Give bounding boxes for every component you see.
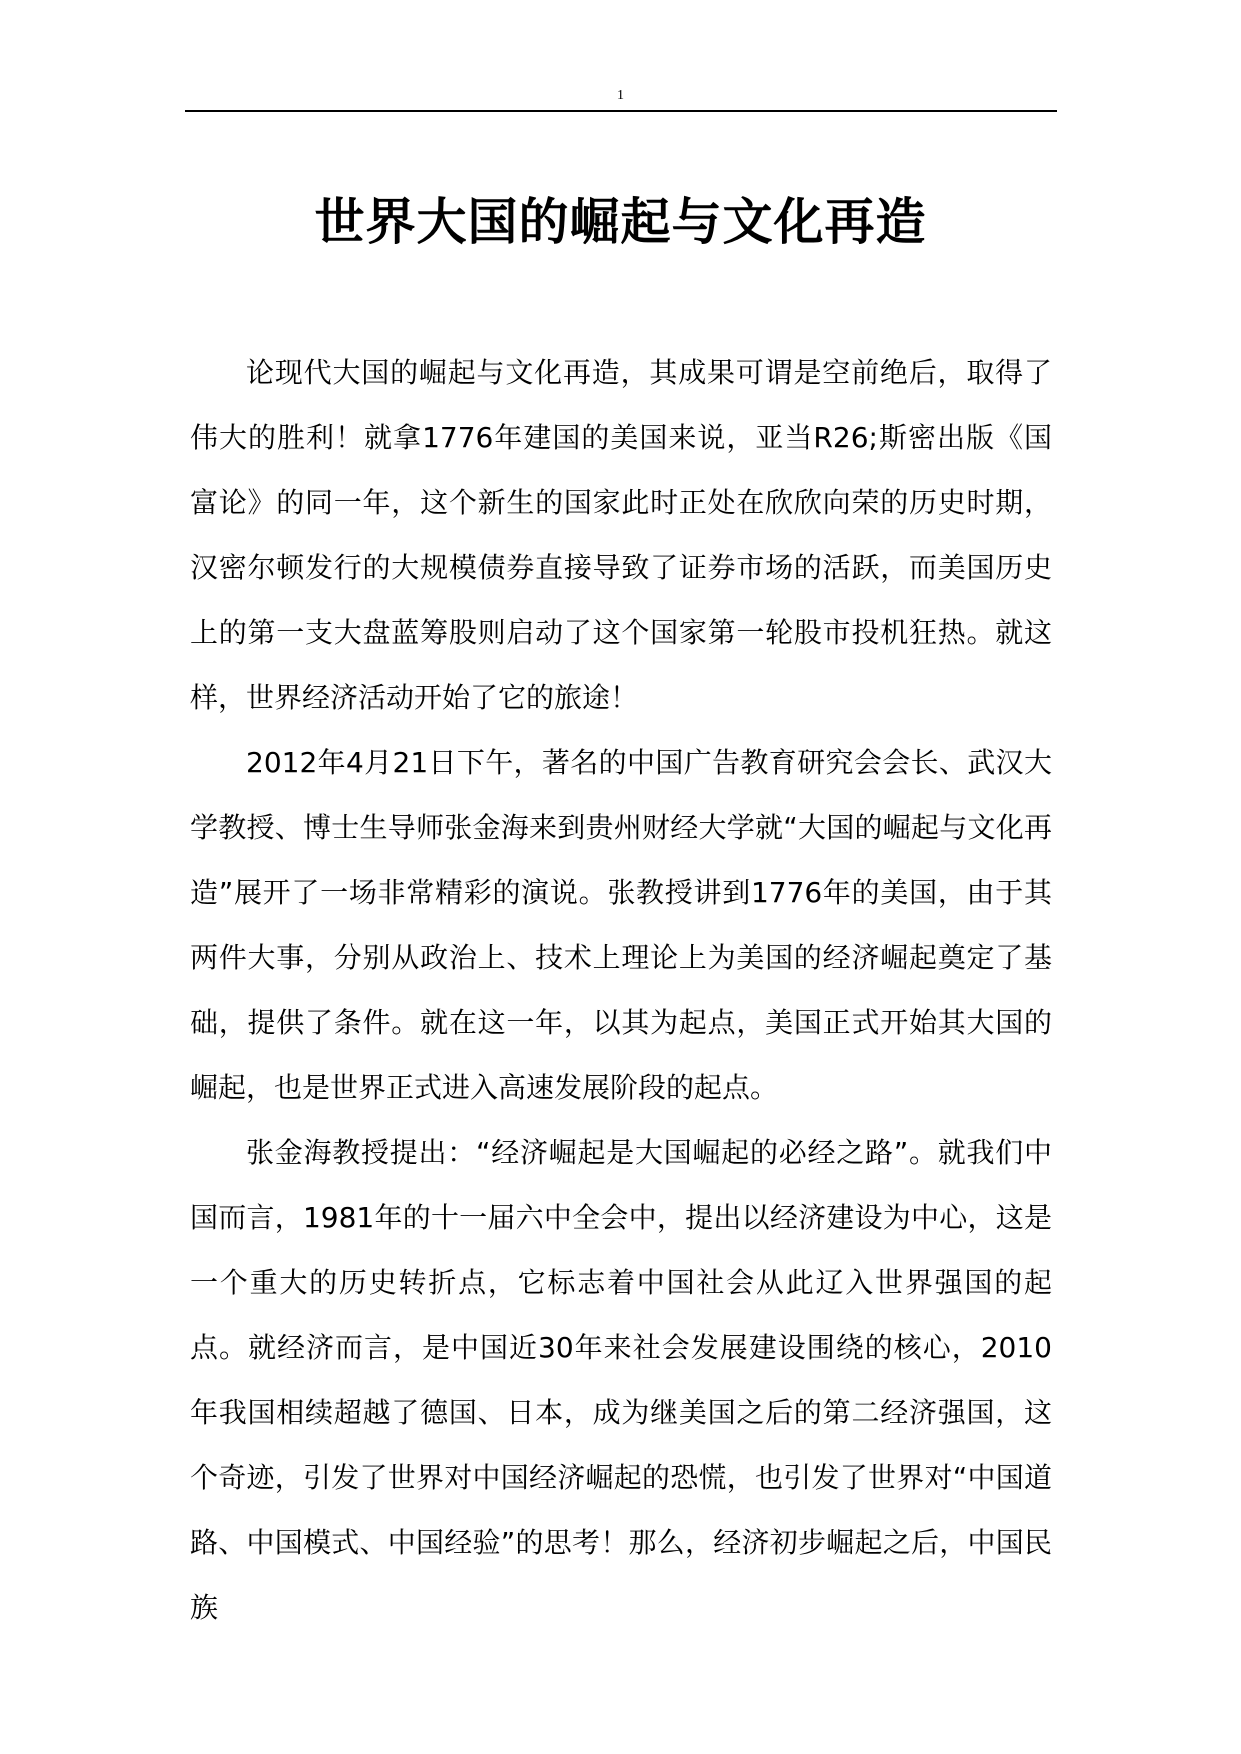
document-title: 世界大国的崛起与文化再造 (314, 193, 927, 251)
paragraph-2: 2012年4月21日下午，著名的中国广告教育研究会会长、武汉大学教授、博士生导师张金海来到贵州财经大学就“大国的崛起与文化再造”展开了一场非常精彩的演说。张教授讲到1776年的美国，由于其两件大事，分别从政治上、技术上理论上为美国的经济崛起奠定了基础，提供了条件。就在这一年，以其为起点，美国正式开始其大国的崛起，也是世界正式进入高速发展阶段的起点。 (190, 746, 1052, 1104)
paragraph-1: 论现代大国的崛起与文化再造，其成果可谓是空前绝后，取得了伟大的胜利！就拿1776年建国的美国来说，亚当R26;斯密出版《国富论》的同一年，这个新生的国家此时正处在欣欣向荣的历史时期，汉密尔顿发行的大规模债券直接导致了证券市场的活跃，而美国历史上的第一支大盘蓝筹股则启动了这个国家第一轮股市投机狂热。就这样，世界经济活动开始了它的旅途！ (190, 356, 1052, 714)
header-divider (185, 110, 1057, 112)
document-body (190, 340, 1052, 1640)
page-number: 1 (617, 88, 624, 103)
paragraph-3: 张金海教授提出：“经济崛起是大国崛起的必经之路”。就我们中国而言，1981年的十一届六中全会中，提出以经济建设为中心，这是一个重大的历史转折点，它标志着中国社会从此辽入世界强国的起点。就经济而言，是中国近30年来社会发展建设围绕的核心，2010年我国相续超越了德国、日本，成为继美国之后的第二经济强国，这个奇迹，引发了世界对中国经济崛起的恐慌，也引发了世界对“中国道路、中国模式、中国经验”的思考！那么，经济初步崛起之后，中国民族 (190, 1136, 1052, 1624)
